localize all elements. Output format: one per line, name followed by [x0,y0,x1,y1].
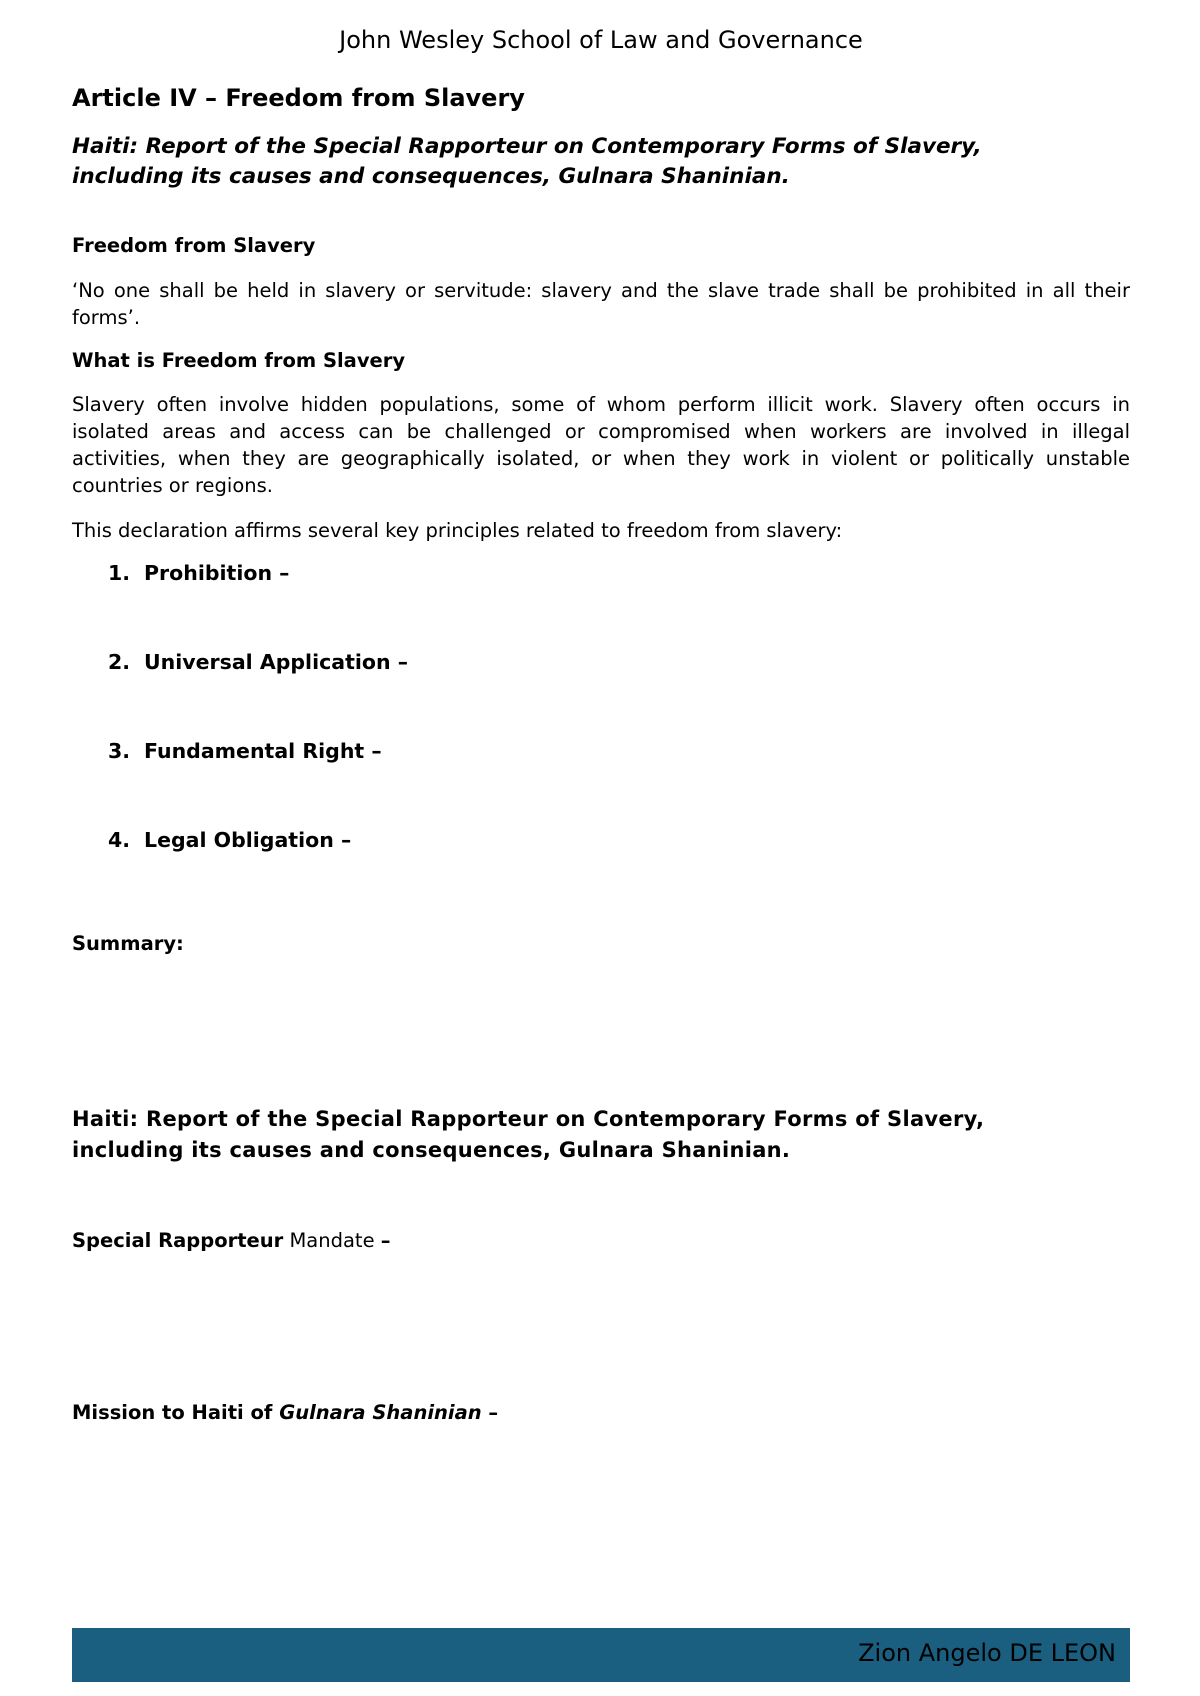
rapporteur-mandate: Mandate [283,1229,381,1252]
mission-line [72,1401,498,1424]
document-page [72,0,1130,1696]
principle-label: Universal Application – [144,650,408,674]
principle-item-1 [108,561,289,585]
freedom-heading: Freedom from Slavery [72,234,316,257]
article-title: Article IV – Freedom from Slavery [72,84,525,112]
what-is-body: Slavery often involve hidden populations, some of whom perform illicit work. Slavery often occurs in isolated areas and access can be challenged or compromised when workers are involved in illegal activities, when they are geographically isolated, or when they work in violent or politically unstable countries or regions. [72,393,1130,497]
mission-dash: – [481,1401,499,1424]
principle-label: Prohibition – [144,561,290,585]
principle-number: 1. [108,561,131,585]
report-section-title [72,1104,1130,1166]
principle-number: 3. [108,739,131,763]
principles-intro: This declaration affirms several key principles related to freedom from slavery: [72,519,843,542]
summary-label: Summary: [72,932,184,955]
principle-number: 4. [108,828,131,852]
principle-label: Fundamental Right – [144,739,382,763]
rapporteur-dash: – [380,1229,391,1252]
mission-italic-name: Gulnara Shaninian [279,1401,482,1424]
report-section-line-2: including its causes and consequences, Gulnara Shaninian. [72,1138,791,1162]
report-title-line-1: Haiti: Report of the Special Rapporteur on Contemporary Forms of Slavery, [72,134,982,159]
principle-item-3 [108,739,382,763]
mission-bold: Mission to Haiti of [72,1401,280,1424]
report-section-line-1: Haiti: Report of the Special Rapporteur on Contemporary Forms of Slavery, [72,1107,985,1131]
footer-bar [72,1628,1130,1682]
school-header: John Wesley School of Law and Governance [339,26,863,54]
rapporteur-bold: Special Rapporteur [72,1229,284,1252]
principle-item-4 [108,828,351,852]
report-title-line-2: including its causes and consequences, Gulnara Shaninian. [72,164,790,189]
footer-author: Zion Angelo DE LEON [858,1639,1116,1667]
rapporteur-mandate-line [72,1229,391,1252]
freedom-quote: ‘No one shall be held in slavery or servitude: slavery and the slave trade shall be prohibited in all their forms’. [72,279,1130,329]
what-is-heading: What is Freedom from Slavery [72,349,406,372]
principle-label: Legal Obligation – [144,828,352,852]
principle-number: 2. [108,650,131,674]
report-title-italic [72,132,1072,192]
principle-item-2 [108,650,408,674]
